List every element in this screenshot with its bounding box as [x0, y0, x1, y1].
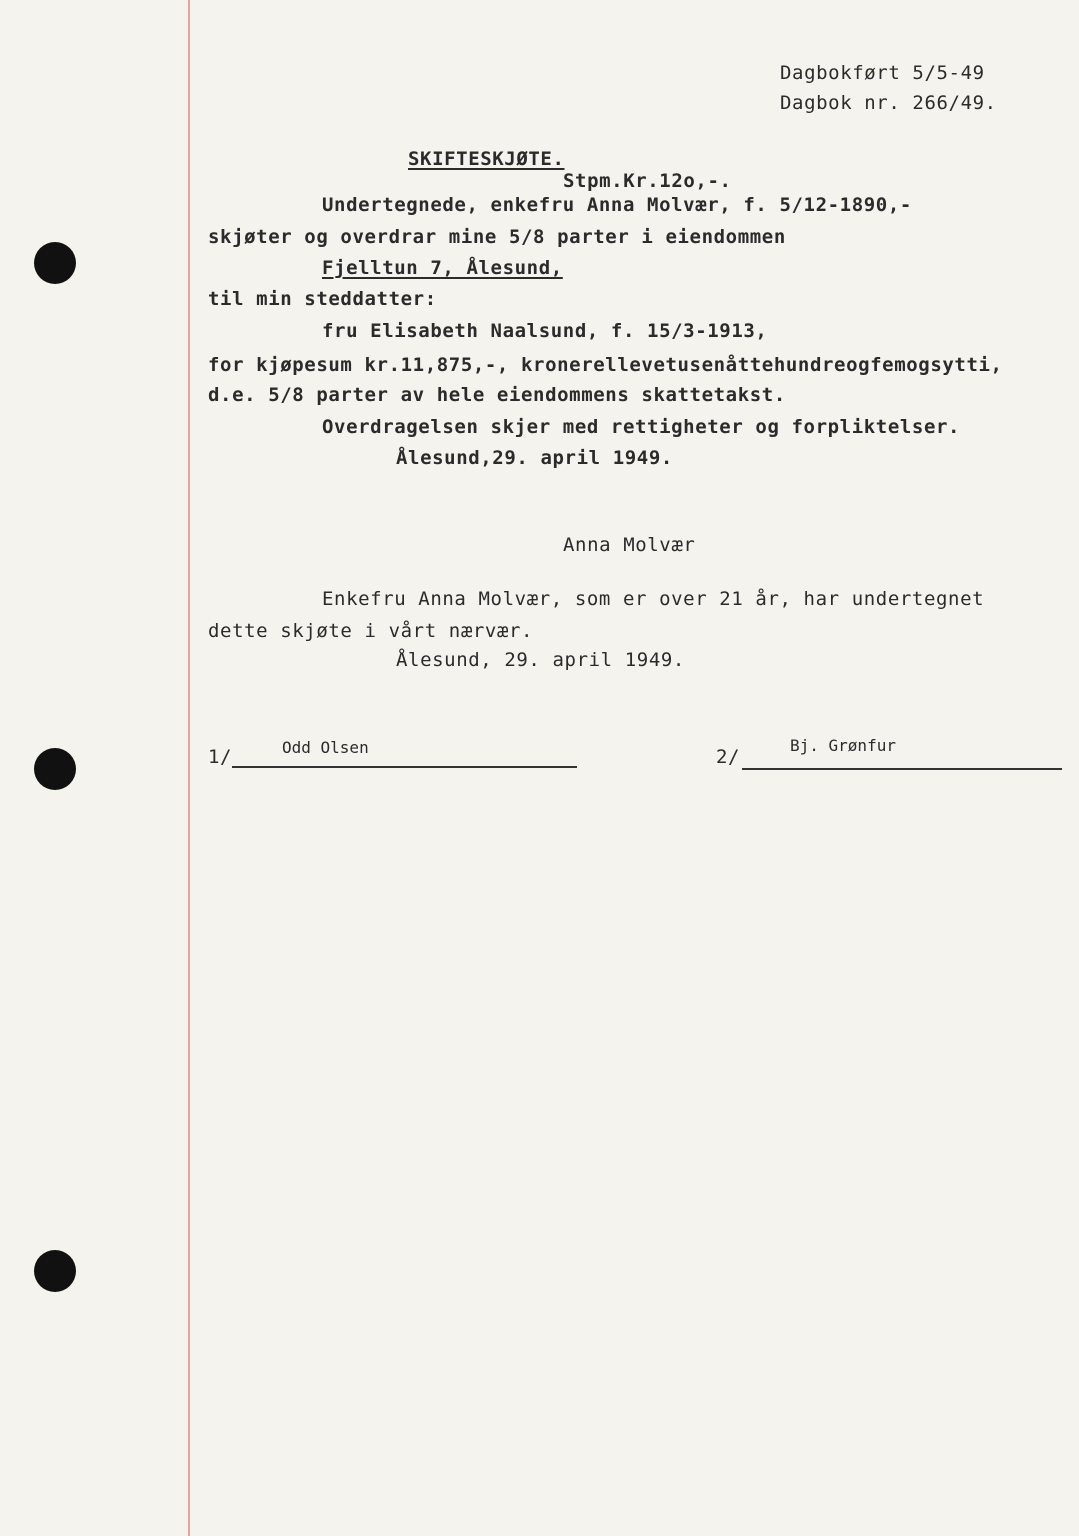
witness-1-line — [232, 766, 577, 768]
body-line: Undertegnede, enkefru Anna Molvær, f. 5/12-1890,- — [322, 194, 912, 216]
witness-1-signature: Odd Olsen — [282, 738, 369, 757]
witness-1-number: 1/ — [208, 746, 233, 768]
witness-place-date: Ålesund, 29. april 1949. — [396, 649, 685, 671]
price-line: for kjøpesum kr.11,875,-, kronerellevetusenåttehundreogfemogsytti, — [208, 354, 1003, 376]
stamp-duty: Stpm.Kr.12o,-. — [563, 170, 732, 192]
journal-number: Dagbok nr. 266/49. — [780, 92, 997, 114]
body-line: til min steddatter: — [208, 288, 437, 310]
witness-2-signature: Bj. Grønfur — [790, 736, 896, 755]
witness-2-number: 2/ — [716, 746, 741, 768]
body-line: d.e. 5/8 parter av hele eiendommens skattetakst. — [208, 384, 786, 406]
witness-2-line — [742, 768, 1062, 770]
punch-hole — [34, 1250, 76, 1292]
witness-text-line: Enkefru Anna Molvær, som er over 21 år, har undertegnet — [322, 588, 985, 610]
body-line: skjøter og overdrar mine 5/8 parter i eiendommen — [208, 226, 786, 248]
place-date: Ålesund,29. april 1949. — [396, 447, 673, 469]
margin-rule — [188, 0, 190, 1536]
body-line: Overdragelsen skjer med rettigheter og forpliktelser. — [322, 416, 961, 438]
property-address: Fjelltun 7, Ålesund, — [322, 257, 563, 279]
punch-hole — [34, 748, 76, 790]
buyer-line: fru Elisabeth Naalsund, f. 15/3-1913, — [322, 320, 768, 342]
punch-hole — [34, 242, 76, 284]
witness-text-line: dette skjøte i vårt nærvær. — [208, 620, 534, 642]
document-title: SKIFTESKJØTE. — [408, 148, 565, 170]
seller-signature: Anna Molvær — [563, 534, 696, 556]
journal-date: Dagbokført 5/5-49 — [780, 62, 985, 84]
